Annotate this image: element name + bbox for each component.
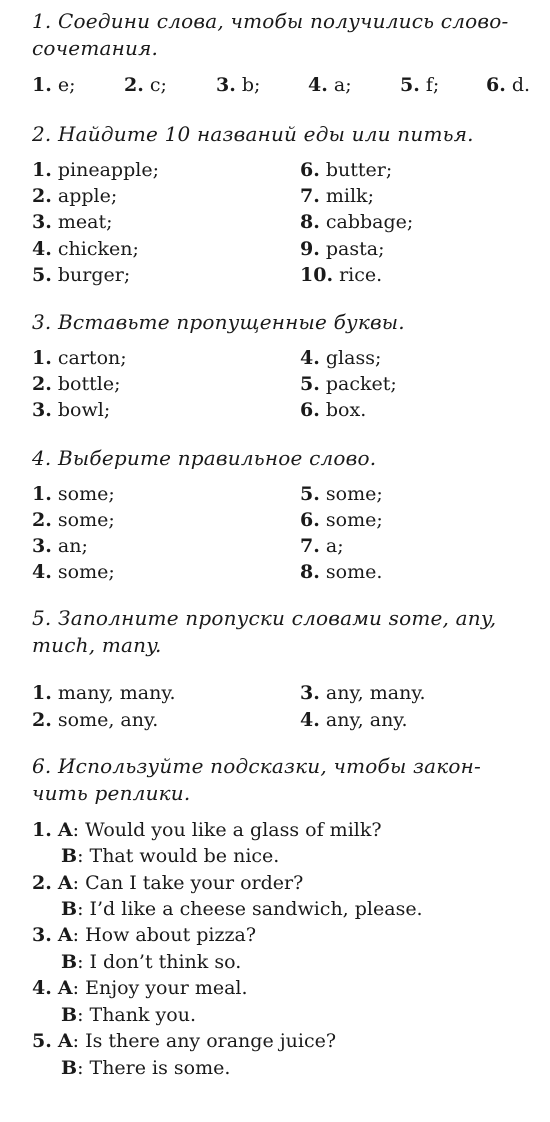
dialog-line-a: 2. A: Can I take your order? xyxy=(32,871,304,894)
answer-item: 1. pineapple; xyxy=(32,159,159,181)
dialog-line-b: B: There is some. xyxy=(61,1056,231,1079)
task-3 xyxy=(32,309,542,424)
answer-item: 4. any, any. xyxy=(300,708,408,731)
answer-item: 8. cabbage; xyxy=(300,211,414,234)
answer-item: 5. f; xyxy=(400,74,440,96)
answer-item: 1. e; xyxy=(32,74,76,96)
dialog-line-a: 4. A: Enjoy your meal. xyxy=(32,977,248,1000)
task-6 xyxy=(32,753,542,1081)
answer-item: 4. some; xyxy=(32,561,115,584)
answer-item: 1. many, many. xyxy=(32,682,176,705)
answer-item: 8. some. xyxy=(300,561,383,584)
answer-item: 1. carton; xyxy=(32,347,127,370)
answer-item: 9. pasta; xyxy=(300,237,385,260)
answer-item: 5. some; xyxy=(300,482,383,505)
answer-item: 3. meat; xyxy=(32,211,113,234)
dialog-line-a: 5. A: Is there any orange juice? xyxy=(32,1030,337,1053)
answer-key-page xyxy=(32,8,542,1081)
answer-item: 2. some, any. xyxy=(32,708,159,731)
task-5-answers xyxy=(32,680,542,732)
dialog-item xyxy=(32,817,542,870)
answer-item: 3. b; xyxy=(216,74,261,96)
answer-item: 2. some; xyxy=(32,508,115,531)
task-5-title: 5. Заполните пропуски словами some, any, much, many. xyxy=(32,606,497,658)
answer-item: 2. apple; xyxy=(32,185,118,208)
dialog-item xyxy=(32,870,542,923)
dialog-line-b: B: Thank you. xyxy=(61,1003,196,1026)
answer-item: 5. packet; xyxy=(300,373,397,396)
dialog-item xyxy=(32,975,542,1028)
task-4 xyxy=(32,445,542,586)
task-6-dialogs xyxy=(32,817,542,1081)
answer-item: 10. rice. xyxy=(300,263,383,286)
answer-item: 7. milk; xyxy=(300,185,374,208)
answer-item: 6. some; xyxy=(300,508,383,531)
answer-item: 5. burger; xyxy=(32,263,131,286)
answer-item: 6. butter; xyxy=(300,159,393,181)
answer-item: 3. any, many. xyxy=(300,682,426,705)
dialog-line-b: B: I don’t think so. xyxy=(61,950,242,973)
task-5 xyxy=(32,605,542,732)
answer-item: 2. c; xyxy=(124,74,167,96)
answer-item: 2. bottle; xyxy=(32,373,121,396)
answer-item: 1. some; xyxy=(32,482,115,505)
task-6-title: 6. Используйте подсказки, чтобы закон- чить реплики. xyxy=(32,753,481,805)
task-4-answers xyxy=(32,481,542,586)
dialog-line-a: 1. A: Would you like a glass of milk? xyxy=(32,818,382,841)
answer-item: 6. box. xyxy=(300,399,367,422)
task-3-title: 3. Вставьте пропущенные буквы. xyxy=(32,310,405,335)
task-1 xyxy=(32,8,542,98)
dialog-line-a: 3. A: How about pizza? xyxy=(32,924,257,947)
task-2 xyxy=(32,121,542,288)
dialog-item xyxy=(32,922,542,975)
task-3-answers xyxy=(32,345,542,424)
task-2-answers xyxy=(32,157,542,288)
task-2-title: 2. Найдите 10 названий еды или питья. xyxy=(32,122,474,146)
answer-item: 4. a; xyxy=(308,74,352,96)
answer-item: 6. d. xyxy=(486,74,531,96)
answer-item: 3. bowl; xyxy=(32,399,111,422)
answer-item: 4. glass; xyxy=(300,347,382,370)
answer-item: 3. an; xyxy=(32,535,88,558)
answer-item: 4. chicken; xyxy=(32,237,139,260)
task-1-title: 1. Соедини слова, чтобы получились слово- сочетания. xyxy=(32,9,509,60)
answer-item: 7. a; xyxy=(300,535,344,558)
dialog-line-b: B: That would be nice. xyxy=(61,845,280,868)
dialog-item xyxy=(32,1028,542,1081)
task-1-answers xyxy=(32,72,542,98)
dialog-line-b: B: I’d like a cheese sandwich, please. xyxy=(61,898,423,921)
task-4-title: 4. Выберите правильное слово. xyxy=(32,445,377,470)
